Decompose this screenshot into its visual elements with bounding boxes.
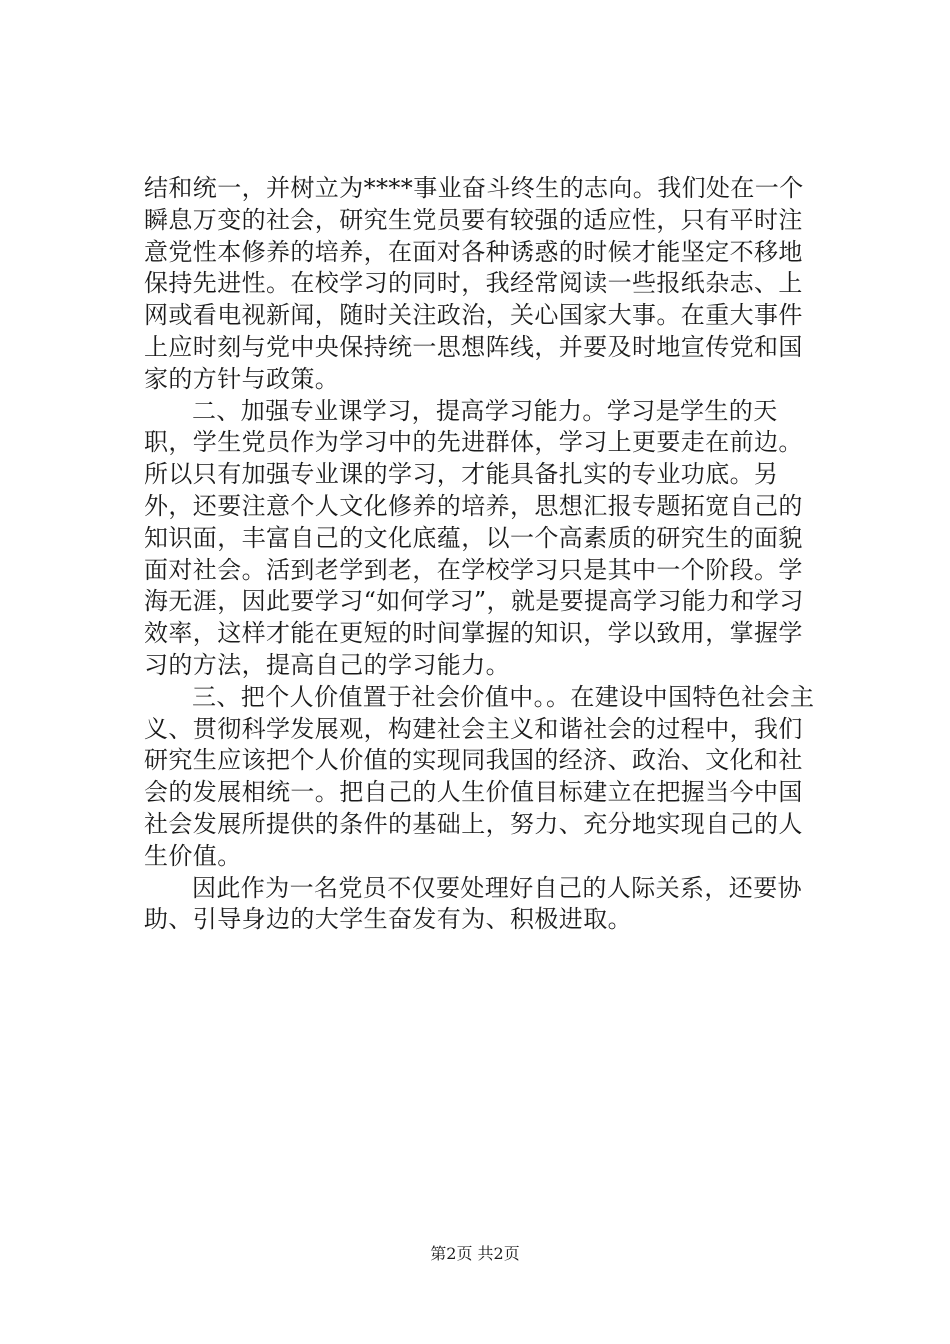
document-body [144, 173, 824, 936]
paragraph-section-two: 二、加强专业课学习，提高学习能力。学习是学生的天职，学生党员作为学习中的先进群体，学习上更要走在前边。所以只有加强专业课的学习，才能具备扎实的专业功底。另外，还要注意个人文化修养的培养，思想汇报专题拓宽自己的知识面，丰富自己的文化底蕴，以一个高素质的研究生的面貌面对社会。活到老学到老，在学校学习只是其中一个阶段。学海无涯，因此要学习“如何学习”，就是要提高学习能力和学习效率，这样才能在更短的时间掌握的知识，学以致用，掌握学习的方法，提高自己的学习能力。 [144, 396, 804, 679]
page-number-footer: 第2页 共2页 [430, 1244, 520, 1263]
paragraph-conclusion: 因此作为一名党员不仅要处理好自己的人际关系，还要协助、引导身边的大学生奋发有为、积极进取。 [144, 873, 802, 934]
paragraph-section-three: 三、把个人价值置于社会价值中。。在建设中国特色社会主义、贯彻科学发展观，构建社会主义和谐社会的过程中，我们研究生应该把个人价值的实现同我国的经济、政治、文化和社会的发展相统一。把自己的人生价值目标建立在把握当今中国社会发展所提供的条件的基础上，努力、充分地实现自己的人生价值。 [144, 682, 815, 870]
paragraph-continuation: 结和统一，并树立为****事业奋斗终生的志向。我们处在一个瞬息万变的社会，研究生党员要有较强的适应性，只有平时注意党性本修养的培养，在面对各种诱惑的时候才能坚定不移地保持先进性。在校学习的同时，我经常阅读一些报纸杂志、上网或看电视新闻，随时关注政治，关心国家大事。在重大事件上应时刻与党中央保持统一思想阵线，并要及时地宣传党和国家的方针与政策。 [144, 174, 804, 393]
